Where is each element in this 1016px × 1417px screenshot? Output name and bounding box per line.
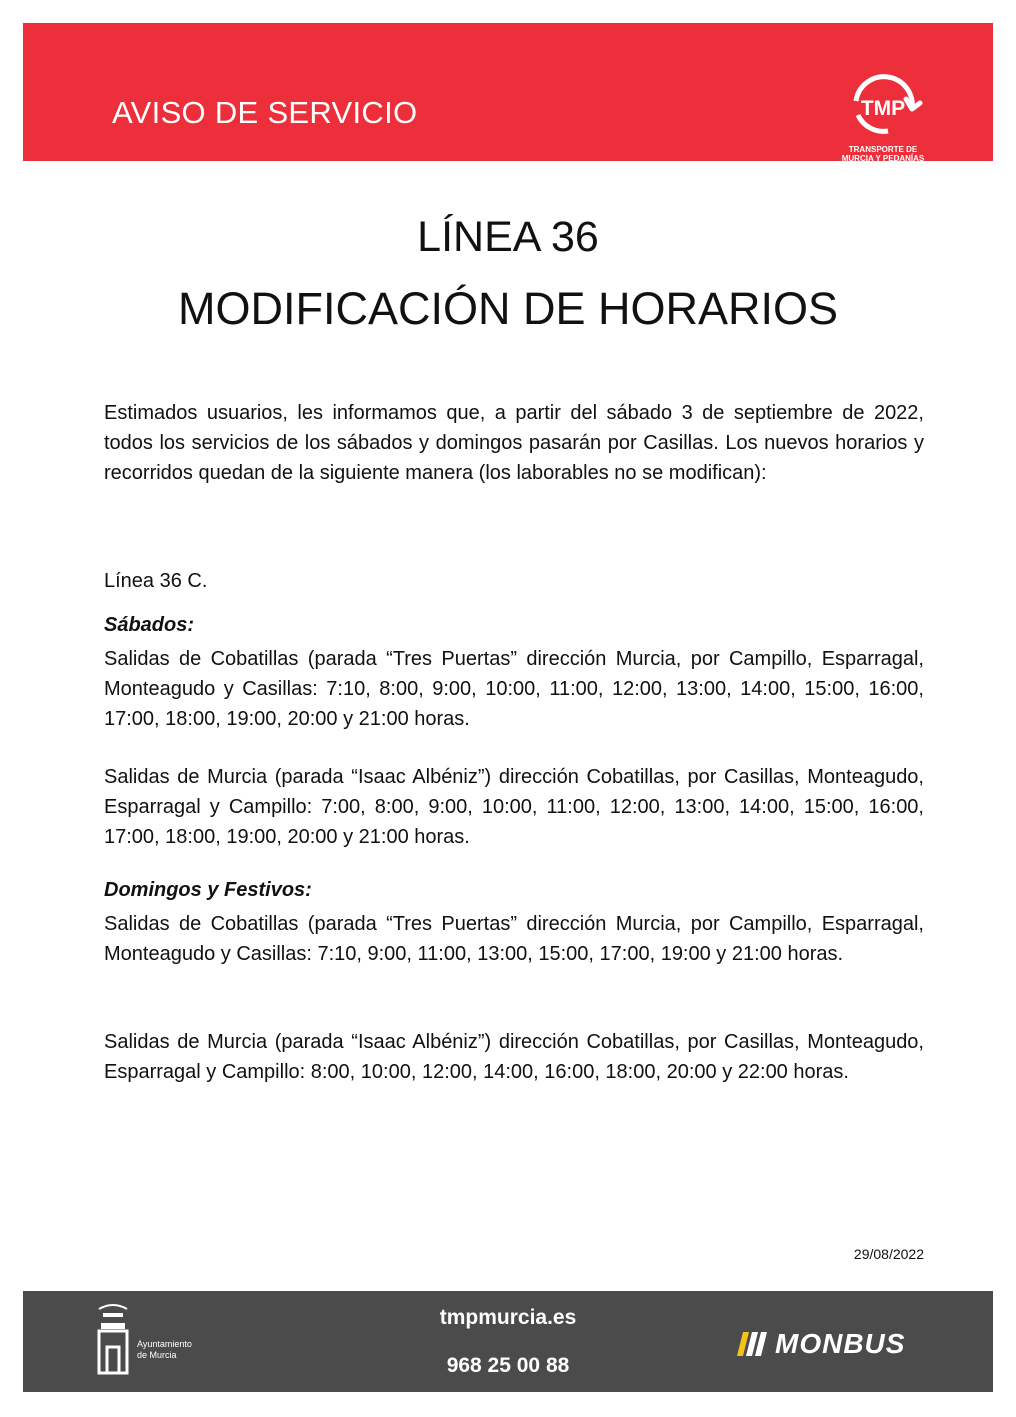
sundays-heading: Domingos y Festivos: <box>104 879 312 901</box>
title-line: LÍNEA 36 <box>417 213 599 261</box>
phone-number: 968 25 00 88 <box>446 1354 570 1377</box>
monbus-text: MONBUS <box>775 1328 906 1359</box>
tmp-logo-icon <box>828 59 938 145</box>
sundays-from-cobatillas: Salidas de Cobatillas (parada “Tres Puertas” dirección Murcia, por Campillo, Esparragal, Monteagudo y Casillas: 7:10, 9:00, 11:00, 13:00, 15:00, 17:00, 19:00 y 21:00 horas. <box>104 913 924 965</box>
notice-date: 29/08/2022 <box>853 1246 924 1262</box>
saturdays-heading: Sábados: <box>104 614 195 636</box>
saturdays-from-murcia: Salidas de Murcia (parada “Isaac Albéniz”) dirección Cobatillas, por Casillas, Monteagudo, Esparragal y Campillo: 7:00, 8:00, 9:00, 10:00, 11:00, 12:00, 13:00, 14:00, 15:00, 16:00, 17:00, 18:00, 19:00, 20:00 y 21:00 horas. <box>104 766 924 848</box>
website-link[interactable]: tmpmurcia.es <box>439 1306 577 1329</box>
tmp-logo-subtitle: TRANSPORTE DE MURCIA Y PEDANÍAS <box>841 145 925 163</box>
tmp-logo <box>828 59 938 169</box>
sundays-from-murcia: Salidas de Murcia (parada “Isaac Albéniz”) dirección Cobatillas, por Casillas, Monteagudo, Esparragal y Campillo: 8:00, 10:00, 12:00, 14:00, 16:00, 18:00, 20:00 y 22:00 horas. <box>104 1031 924 1083</box>
service-notice-header <box>23 23 993 161</box>
footer <box>23 1291 993 1392</box>
tmp-logo-text: TMP <box>860 97 906 120</box>
saturdays-from-cobatillas: Salidas de Cobatillas (parada “Tres Puertas” dirección Murcia, por Campillo, Esparragal, Monteagudo y Casillas: 7:10, 8:00, 9:00, 10:00, 11:00, 12:00, 13:00, 14:00, 15:00, 16:00, 17:00, 18:00, 19:00, 20:00 y 21:00 horas. <box>104 648 924 730</box>
line-label: Línea 36 C. <box>104 570 208 592</box>
monbus-stripes-icon <box>735 1332 769 1356</box>
notice-title: AVISO DE SERVICIO <box>112 95 418 130</box>
ayuntamiento-text: Ayuntamiento de Murcia <box>137 1339 192 1360</box>
title-modification: MODIFICACIÓN DE HORARIOS <box>177 283 839 334</box>
intro-paragraph: Estimados usuarios, les informamos que, a partir del sábado 3 de septiembre de 2022, todos los servicios de los sábados y domingos pasarán por Casillas. Los nuevos horarios y recorridos quedan de la siguiente manera (los laborables no se modifican): <box>104 402 924 484</box>
monbus-logo <box>735 1329 905 1359</box>
